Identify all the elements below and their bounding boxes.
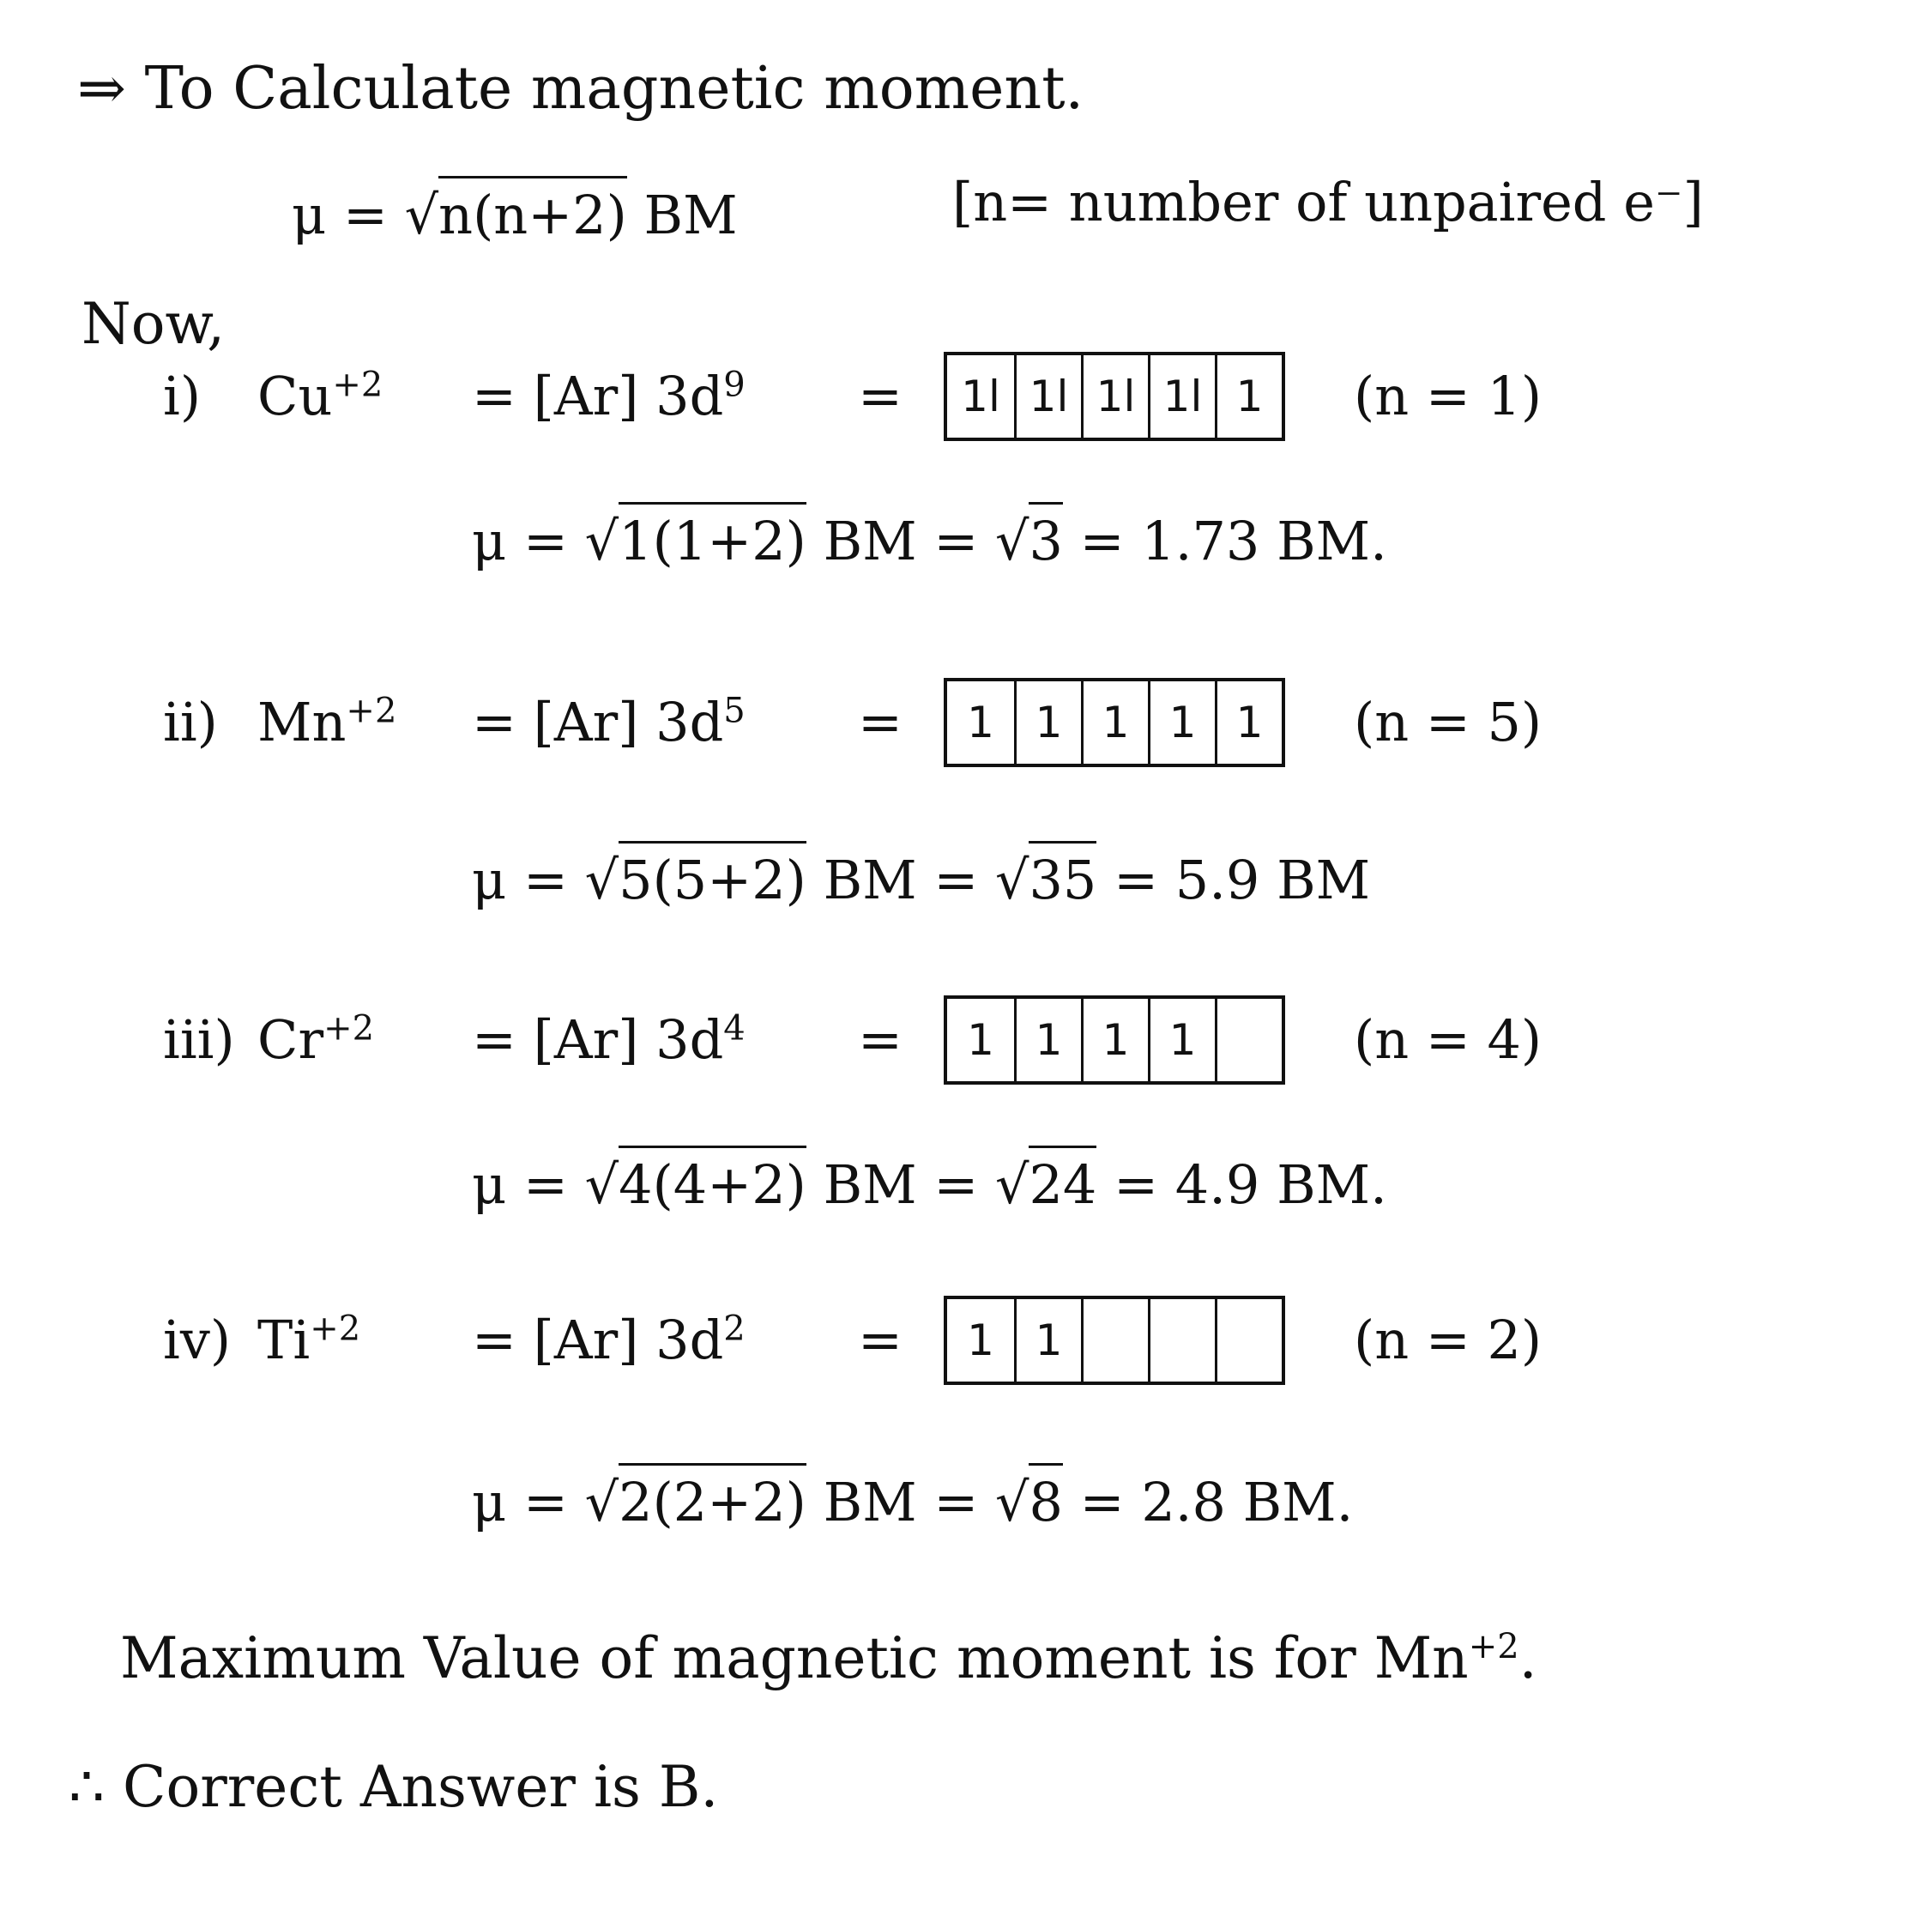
- ion-symbol: $Cr^{+2}$: [257, 1008, 375, 1071]
- orbital-box: [1081, 1299, 1148, 1382]
- orbital-box: 1: [967, 1315, 994, 1365]
- heading: ⇒ To Calculate magnetic moment.: [77, 55, 1084, 123]
- orbital-box: 1l: [961, 372, 1000, 421]
- orbital-box: 1l: [1014, 355, 1081, 438]
- formula-unit: BM: [643, 184, 738, 246]
- formula: μ = √n(n+2) BM: [292, 189, 738, 242]
- orbital-box: 1: [1215, 355, 1282, 438]
- orbital-box: 1: [1014, 1299, 1081, 1382]
- conclusion: Maximum Value of magnetic moment is for $Mn^{+2}$.: [120, 1625, 1537, 1691]
- orbital-box: 1: [1148, 999, 1215, 1081]
- ion-symbol: $Mn^{+2}$: [257, 691, 397, 753]
- ion-symbol: $Ti^{+2}$: [257, 1309, 361, 1371]
- orbital-box: 1l: [1148, 355, 1215, 438]
- unpaired-count: (n = 5): [1354, 691, 1543, 753]
- moment-line-3: μ = √4(4+2) BM = √24 = 4.9 BM.: [472, 1158, 1387, 1212]
- formula-radicand: n(n+2): [438, 176, 627, 246]
- orbital-box: 1: [1215, 681, 1282, 764]
- case-number: iv): [163, 1309, 232, 1371]
- electron-config: = [Ar] $3d^4$: [472, 1008, 746, 1071]
- orbital-boxes: [944, 995, 1285, 1085]
- orbital-box: [1215, 1299, 1282, 1382]
- answer: ∴ Correct Answer is B.: [69, 1754, 719, 1820]
- ion-symbol: $Cu^{+2}$: [257, 365, 383, 427]
- moment-line-2: μ = √5(5+2) BM = √35 = 5.9 BM: [472, 854, 1370, 907]
- orbital-boxes: [944, 678, 1285, 767]
- case-number: iii): [163, 1008, 235, 1071]
- orbital-box: 1: [1081, 999, 1148, 1081]
- moment-line-1: μ = √1(1+2) BM = √3 = 1.73 BM.: [472, 515, 1387, 568]
- formula-lhs: μ =: [292, 184, 388, 246]
- orbital-boxes: [944, 352, 1285, 441]
- orbital-box: [1148, 1299, 1215, 1382]
- electron-config: = [Ar] $3d^2$: [472, 1309, 746, 1371]
- unpaired-count: (n = 2): [1354, 1309, 1543, 1371]
- case-row-1: i) $Cu^{+2}$ = [Ar] $3d^9$ = 1l 1l 1l 1l 1 (n = 1): [163, 352, 1542, 441]
- orbital-box: 1: [1014, 681, 1081, 764]
- case-row-2: ii) $Mn^{+2}$ = [Ar] $3d^5$ = 1 1 1 1 1 (n = 5): [163, 678, 1542, 767]
- orbital-box: 1: [1081, 681, 1148, 764]
- unpaired-count: (n = 1): [1354, 365, 1543, 427]
- unpaired-count: (n = 4): [1354, 1008, 1543, 1071]
- orbital-boxes: [944, 1296, 1285, 1385]
- case-row-4: iv) $Ti^{+2}$ = [Ar] $3d^2$ = 1 1 (n = 2): [163, 1296, 1542, 1385]
- orbital-box: 1l: [1081, 355, 1148, 438]
- electron-config: = [Ar] $3d^9$: [472, 365, 746, 427]
- case-number: i): [163, 365, 202, 427]
- case-row-3: iii) $Cr^{+2}$ = [Ar] $3d^4$ = 1 1 1 1 (n = 4): [163, 995, 1542, 1085]
- moment-line-4: μ = √2(2+2) BM = √8 = 2.8 BM.: [472, 1476, 1353, 1529]
- orbital-box: 1: [1014, 999, 1081, 1081]
- orbital-box: [1215, 999, 1282, 1081]
- formula-note: [n= number of unpaired e⁻]: [952, 171, 1704, 233]
- orbital-box: 1: [967, 698, 994, 747]
- case-number: ii): [163, 691, 218, 753]
- now-label: Now,: [82, 291, 226, 357]
- electron-config: = [Ar] $3d^5$: [472, 691, 746, 753]
- orbital-box: 1: [967, 1015, 994, 1065]
- orbital-box: 1: [1148, 681, 1215, 764]
